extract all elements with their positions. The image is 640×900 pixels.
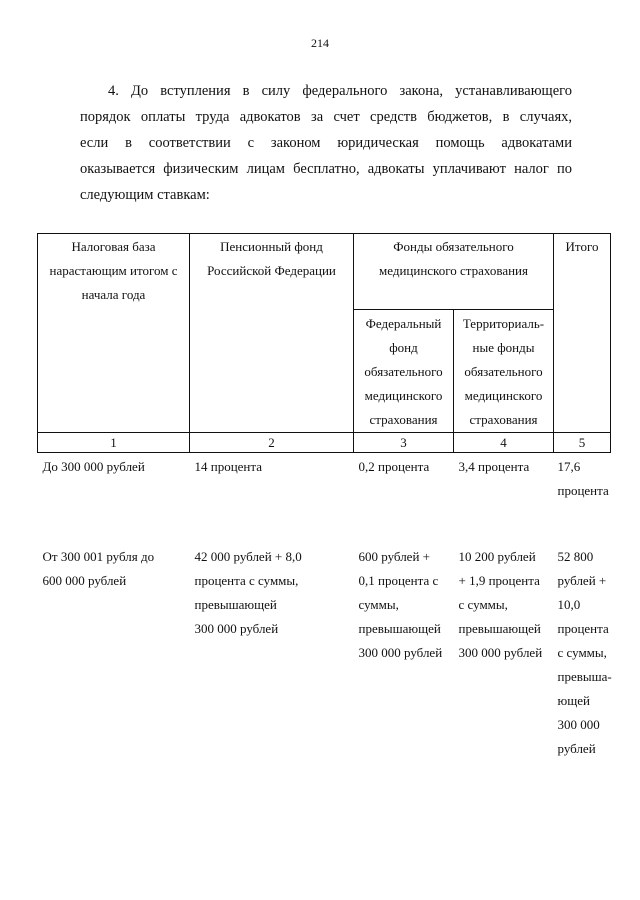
cell-line: процента (557, 483, 609, 498)
column-number: 5 (554, 433, 611, 453)
cell-federal (354, 453, 454, 540)
cell-line: превышающей (458, 621, 541, 636)
cell-line: медицинского (364, 388, 443, 403)
tax-rate-table (37, 233, 611, 761)
cell-line: фонд (389, 340, 418, 355)
cell-tax-base (38, 539, 190, 761)
cell-line: суммы, (358, 597, 399, 612)
header-medical-insurance-funds (354, 234, 554, 310)
cell-total (554, 539, 611, 761)
cell-line: превыша- (557, 669, 612, 684)
paragraph-line: оказывается физическим лицам бесплатно, адвокаты уплачивают налог по (80, 161, 572, 177)
cell-line: 0,2 процента (358, 459, 430, 474)
column-number: 1 (38, 433, 190, 453)
cell-territorial (454, 539, 554, 761)
cell-federal (354, 539, 454, 761)
header-federal-fund (354, 310, 454, 433)
paragraph-line: порядок оплаты труда адвокатов за счет средств бюджетов, в случаях, (80, 109, 572, 125)
cell-line: Фонды обязательного (393, 239, 514, 254)
cell-line: процента (557, 621, 609, 636)
cell-line: Итого (565, 239, 599, 254)
cell-line: нарастающим итогом с (49, 263, 178, 278)
table-row (38, 453, 611, 540)
cell-line: + 1,9 процента (458, 573, 540, 588)
column-number: 4 (454, 433, 554, 453)
cell-line: начала года (81, 287, 146, 302)
cell-line: обязательного (364, 364, 443, 379)
cell-line: 14 процента (194, 459, 263, 474)
cell-line: процента с суммы, (194, 573, 299, 588)
cell-line: с суммы, (458, 597, 508, 612)
cell-line: медицинского страхования (379, 263, 528, 278)
header-pension-fund (190, 234, 354, 433)
paragraph-line: если в соответствии с законом юридическая помощь адвокатами (80, 135, 572, 151)
page-number: 214 (311, 36, 329, 50)
cell-line: рублей + (557, 573, 607, 588)
cell-line: Территориаль- (462, 316, 545, 331)
cell-line: ные фонды (472, 340, 535, 355)
cell-line: Российской Федерации (207, 263, 336, 278)
column-number: 3 (354, 433, 454, 453)
header-territorial-funds (454, 310, 554, 433)
cell-line: До 300 000 рублей (42, 459, 145, 474)
cell-line: 42 000 рублей + 8,0 (194, 549, 302, 564)
cell-line: Налоговая база (71, 239, 156, 254)
cell-line: превышающей (358, 621, 441, 636)
cell-line: 17,6 (557, 459, 581, 474)
cell-pension (190, 453, 354, 540)
column-number: 2 (190, 433, 354, 453)
paragraph-item-4 (80, 78, 572, 208)
cell-line: с суммы, (557, 645, 607, 660)
cell-line: От 300 001 рубля до (42, 549, 155, 564)
cell-tax-base (38, 453, 190, 540)
cell-line: страхования (369, 412, 438, 427)
cell-line: обязательного (464, 364, 543, 379)
cell-line: Пенсионный фонд (220, 239, 323, 254)
cell-territorial (454, 453, 554, 540)
cell-pension (190, 539, 354, 761)
cell-line: страхования (469, 412, 538, 427)
table-row (38, 539, 611, 761)
cell-line: 0,1 процента с (358, 573, 439, 588)
cell-line: 600 000 рублей (42, 573, 127, 588)
paragraph-line: следующим ставкам: (80, 187, 210, 203)
cell-line: Федеральный (365, 316, 442, 331)
cell-line: рублей (557, 741, 596, 756)
cell-line: ющей (557, 693, 590, 708)
cell-total (554, 453, 611, 540)
cell-line: 600 рублей + (358, 549, 430, 564)
cell-line: 300 000 рублей (358, 645, 443, 660)
header-tax-base (38, 234, 190, 433)
paragraph-line: 4. До вступления в силу федерального закона, устанавливающего (108, 83, 572, 99)
cell-line: 10,0 (557, 597, 581, 612)
cell-line: 300 000 рублей (194, 621, 279, 636)
cell-line: 52 800 (557, 549, 594, 564)
header-total (554, 234, 611, 433)
cell-line: превышающей (194, 597, 277, 612)
cell-line: медицинского (464, 388, 543, 403)
cell-line: 3,4 процента (458, 459, 530, 474)
cell-line: 300 000 рублей (458, 645, 543, 660)
cell-line: 10 200 рублей (458, 549, 536, 564)
cell-line: 300 000 (557, 717, 600, 732)
